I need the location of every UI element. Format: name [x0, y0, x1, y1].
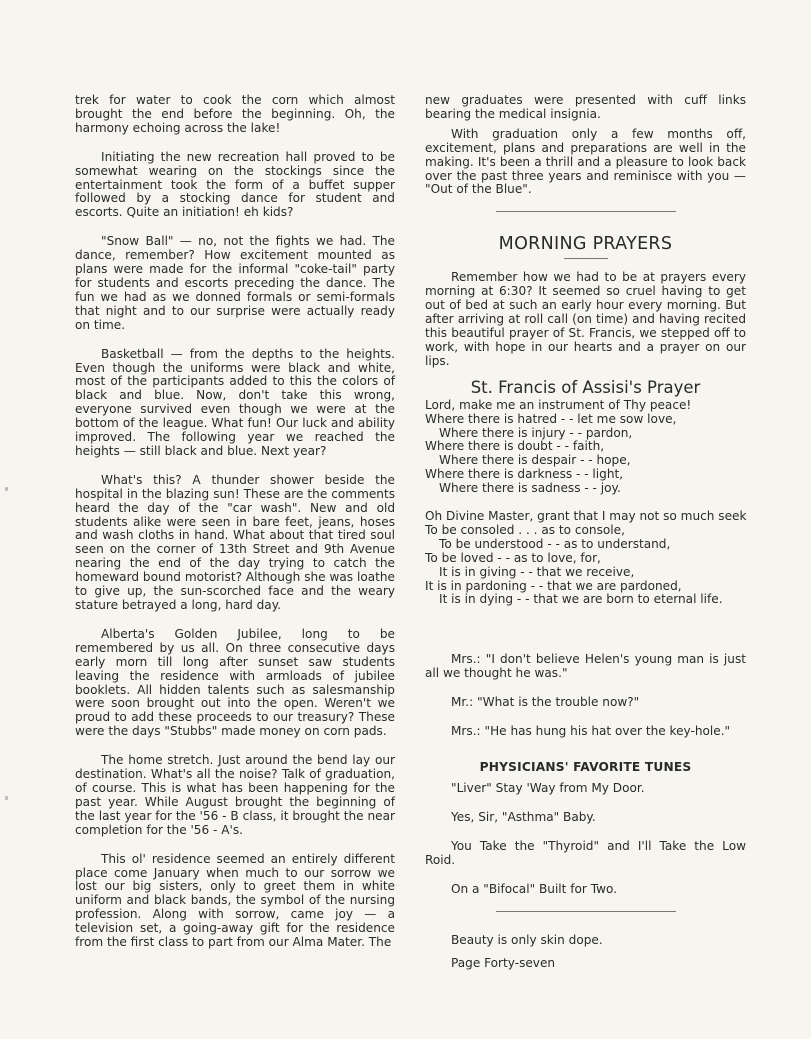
verse-line: Where there is sadness - - joy.: [439, 481, 621, 496]
verse-line: To be consoled . . . as to console,: [425, 522, 625, 537]
verse-line: It is in giving - - that we receive,: [439, 564, 635, 579]
paragraph: trek for water to cook the corn which almost brought the end before the beginning. Oh, the harmony echoing across the lake!: [75, 93, 395, 135]
paragraph: Initiating the new recreation hall proved to be somewhat wearing on the stockings since the entertainment took the form of a buffet supper followed by a stocking dance for student and escorts. Quite an initiation! eh kids?: [75, 149, 395, 220]
dialogue-text: "He has hung his hat over the key-hole.": [484, 724, 731, 739]
verse-line: Where there is despair - - hope,: [439, 453, 631, 468]
prayer-stanza: [425, 399, 746, 496]
verse-line: Where there is injury - - pardon,: [439, 425, 633, 440]
prayer-stanza: [425, 510, 746, 607]
joke: [425, 653, 746, 739]
prayer-title: St. Francis of Assisi's Prayer: [470, 377, 701, 397]
dialogue-line: [425, 696, 746, 710]
paragraph: Basketball — from the depths to the heights. Even though the uniforms were black and white, most of the participants added to this the colors of black and blue. Now, don't take this wrong, everyone survived even though we were at the bottom of the league. What fun! Our luck and ability improved. The following year we reached the heights — still black and blue. Next year?: [75, 346, 395, 458]
dialogue-line: [425, 653, 746, 681]
speaker: Mrs.:: [451, 652, 481, 667]
section-heading: MORNING PRAYERS: [498, 234, 673, 255]
divider: [496, 911, 676, 912]
verse-line: To be understood - - as to understand,: [439, 536, 671, 551]
right-column: [425, 94, 746, 986]
verse-line: To be loved - - as to love, for,: [425, 550, 601, 565]
verse-line: Where there is doubt - - faith,: [425, 439, 605, 454]
page-number: Page Forty-seven: [451, 956, 556, 971]
section-heading: PHYSICIANS' FAVORITE TUNES: [479, 760, 692, 774]
paragraph: The home stretch. Just around the bend lay our destination. What's all the noise? Talk of graduation, of course. This is what has been happening for the past year. While August brought the beginning of the last year for the '56 - B class, it brought the near completion for the '56 - A's.: [75, 753, 395, 837]
speaker: Mr.:: [451, 695, 474, 710]
verse-line: Where there is darkness - - light,: [425, 467, 624, 482]
paragraph: Alberta's Golden Jubilee, long to be remembered by us all. On three consecutive days early morn till long after sunset saw students leaving the residence with armloads of jubilee booklets. All hidden talents such as salesmanship were soon brought out into the open. Weren't we proud to add these proceeds to our treasury? These were the days "Stubbs" made money on corn pads.: [75, 626, 395, 739]
margin-mark: [5, 796, 8, 800]
margin-mark: [5, 487, 8, 491]
dialogue-line: [425, 725, 746, 739]
tune-line: On a "Bifocal" Built for Two.: [451, 881, 618, 896]
left-column: [75, 94, 395, 965]
heading-underline: [564, 258, 608, 259]
tune-line: You Take the "Thyroid" and I'll Take the Low Roid.: [425, 838, 746, 867]
paragraph: This ol' residence seemed an entirely different place come January when much to our sorrow we lost our big sisters, only to greet them in white uniform and black bands, the symbol of the nursing profession. Along with sorrow, came joy — a television set, a going-away gift for the residence from the first class to part from our Alma Mater. The: [75, 851, 395, 950]
paragraph: "Snow Ball" — no, not the fights we had. The dance, remember? How excitement mounted as plans were made for the informal "coke-tail" party for students and escorts preceding the dance. The fun we had as we donned formals or semi-formals that night and to our surprise were actually ready on time.: [75, 234, 395, 332]
verse-line: It is in dying - - that we are born to eternal life.: [439, 592, 723, 607]
dialogue-text: "What is the trouble now?": [477, 695, 640, 710]
dialogue-text: "I don't believe Helen's young man is just all we thought he was.": [425, 652, 746, 681]
tunes-list: [425, 782, 746, 897]
verse-line: It is in pardoning - - that we are pardoned,: [425, 578, 682, 593]
verse-line: Where there is hatred - - let me sow love,: [425, 411, 677, 426]
paragraph: What's this? A thunder shower beside the hospital in the blazing sun! These are the comments heard the day of the "car wash". New and old students alike were seen in bare feet, jeans, hoses and wash cloths in hand. What about that tired soul seen on the corner of 13th Street and 9th Avenue nearing the end of the day trying to catch the homeward bound motorist? Although she was loathe to give up, the sun-scorched face and the weary stature betrayed a long, hard day.: [75, 472, 395, 612]
closing-line: Beauty is only skin dope.: [451, 933, 603, 948]
verse-line: Oh Divine Master, grant that I may not so much seek: [425, 509, 747, 524]
verse-line: Lord, make me an instrument of Thy peace!: [425, 397, 692, 412]
paragraph: new graduates were presented with cuff links bearing the medical insignia.: [425, 93, 746, 121]
tune-line: "Liver" Stay 'Way from My Door.: [451, 780, 645, 795]
divider: [496, 211, 676, 212]
paragraph: With graduation only a few months off, excitement, plans and preparations are well in the making. It's been a thrill and a pleasure to look back over the past three years and reminisce with you — "Out of the Blue".: [425, 126, 746, 197]
speaker: Mrs.:: [451, 724, 481, 739]
paragraph: Remember how we had to be at prayers every morning at 6:30? It seemed so cruel having to get out of bed at such an early hour every morning. But after arriving at roll call (on time) and having recited this beautiful prayer of St. Francis, we stepped off to work, with hope in our hearts and a prayer on our lips.: [425, 270, 746, 368]
tune-line: Yes, Sir, "Asthma" Baby.: [451, 809, 596, 824]
